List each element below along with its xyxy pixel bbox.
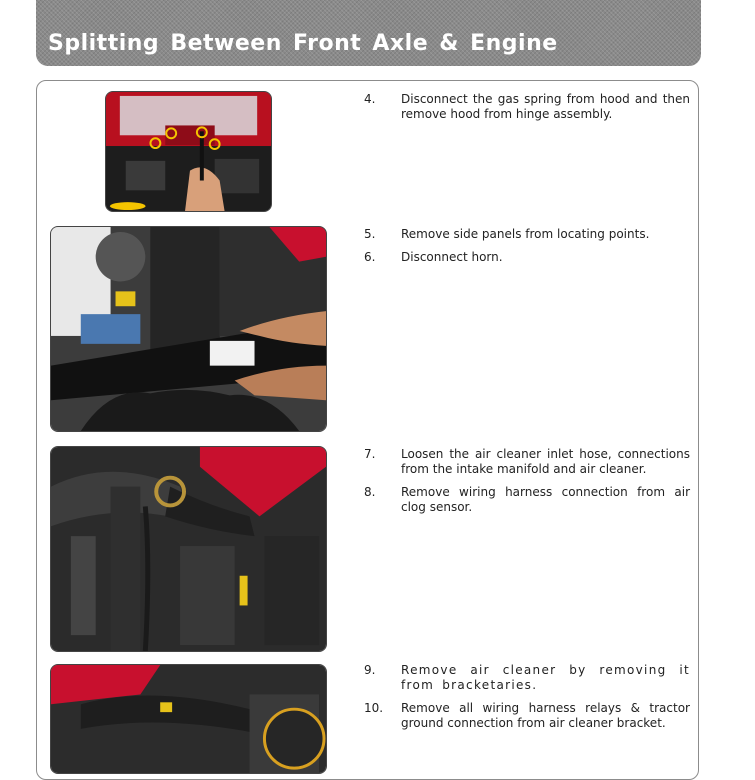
step-number: 8.	[364, 485, 376, 499]
air-cleaner-photo	[50, 664, 327, 774]
step-number: 10.	[364, 701, 384, 715]
side-panel-photo	[50, 226, 327, 432]
list-item	[364, 227, 690, 242]
list-item	[364, 485, 690, 515]
air-cleaner-hose-photo	[50, 446, 327, 652]
step-list	[364, 663, 690, 739]
list-item	[364, 250, 690, 265]
step-list	[364, 92, 690, 130]
list-item	[364, 92, 690, 122]
list-item	[364, 447, 690, 477]
step-list	[364, 447, 690, 523]
step-list	[364, 227, 690, 273]
page-title: Splitting Between Front Axle & Engine	[48, 31, 558, 56]
step-number: 6.	[364, 250, 376, 264]
step-text: Loosen the air cleaner inlet hose, connections from the intake manifold and air cleaner.	[401, 447, 690, 476]
step-text: Remove air cleaner by removing it from bracketaries.	[401, 663, 690, 692]
step-text: Disconnect horn.	[401, 250, 503, 264]
list-item	[364, 663, 690, 693]
step-text: Remove all wiring harness relays & tractor ground connection from air cleaner bracket.	[401, 701, 690, 730]
step-text: Disconnect the gas spring from hood and then remove hood from hinge assembly.	[401, 92, 690, 121]
step-text: Remove side panels from locating points.	[401, 227, 650, 241]
list-item	[364, 701, 690, 731]
hood-hinge-photo	[105, 91, 272, 212]
step-number: 7.	[364, 447, 376, 461]
step-number: 9.	[364, 663, 376, 677]
step-text: Remove wiring harness connection from air clog sensor.	[401, 485, 690, 514]
step-number: 5.	[364, 227, 376, 241]
step-number: 4.	[364, 92, 376, 106]
